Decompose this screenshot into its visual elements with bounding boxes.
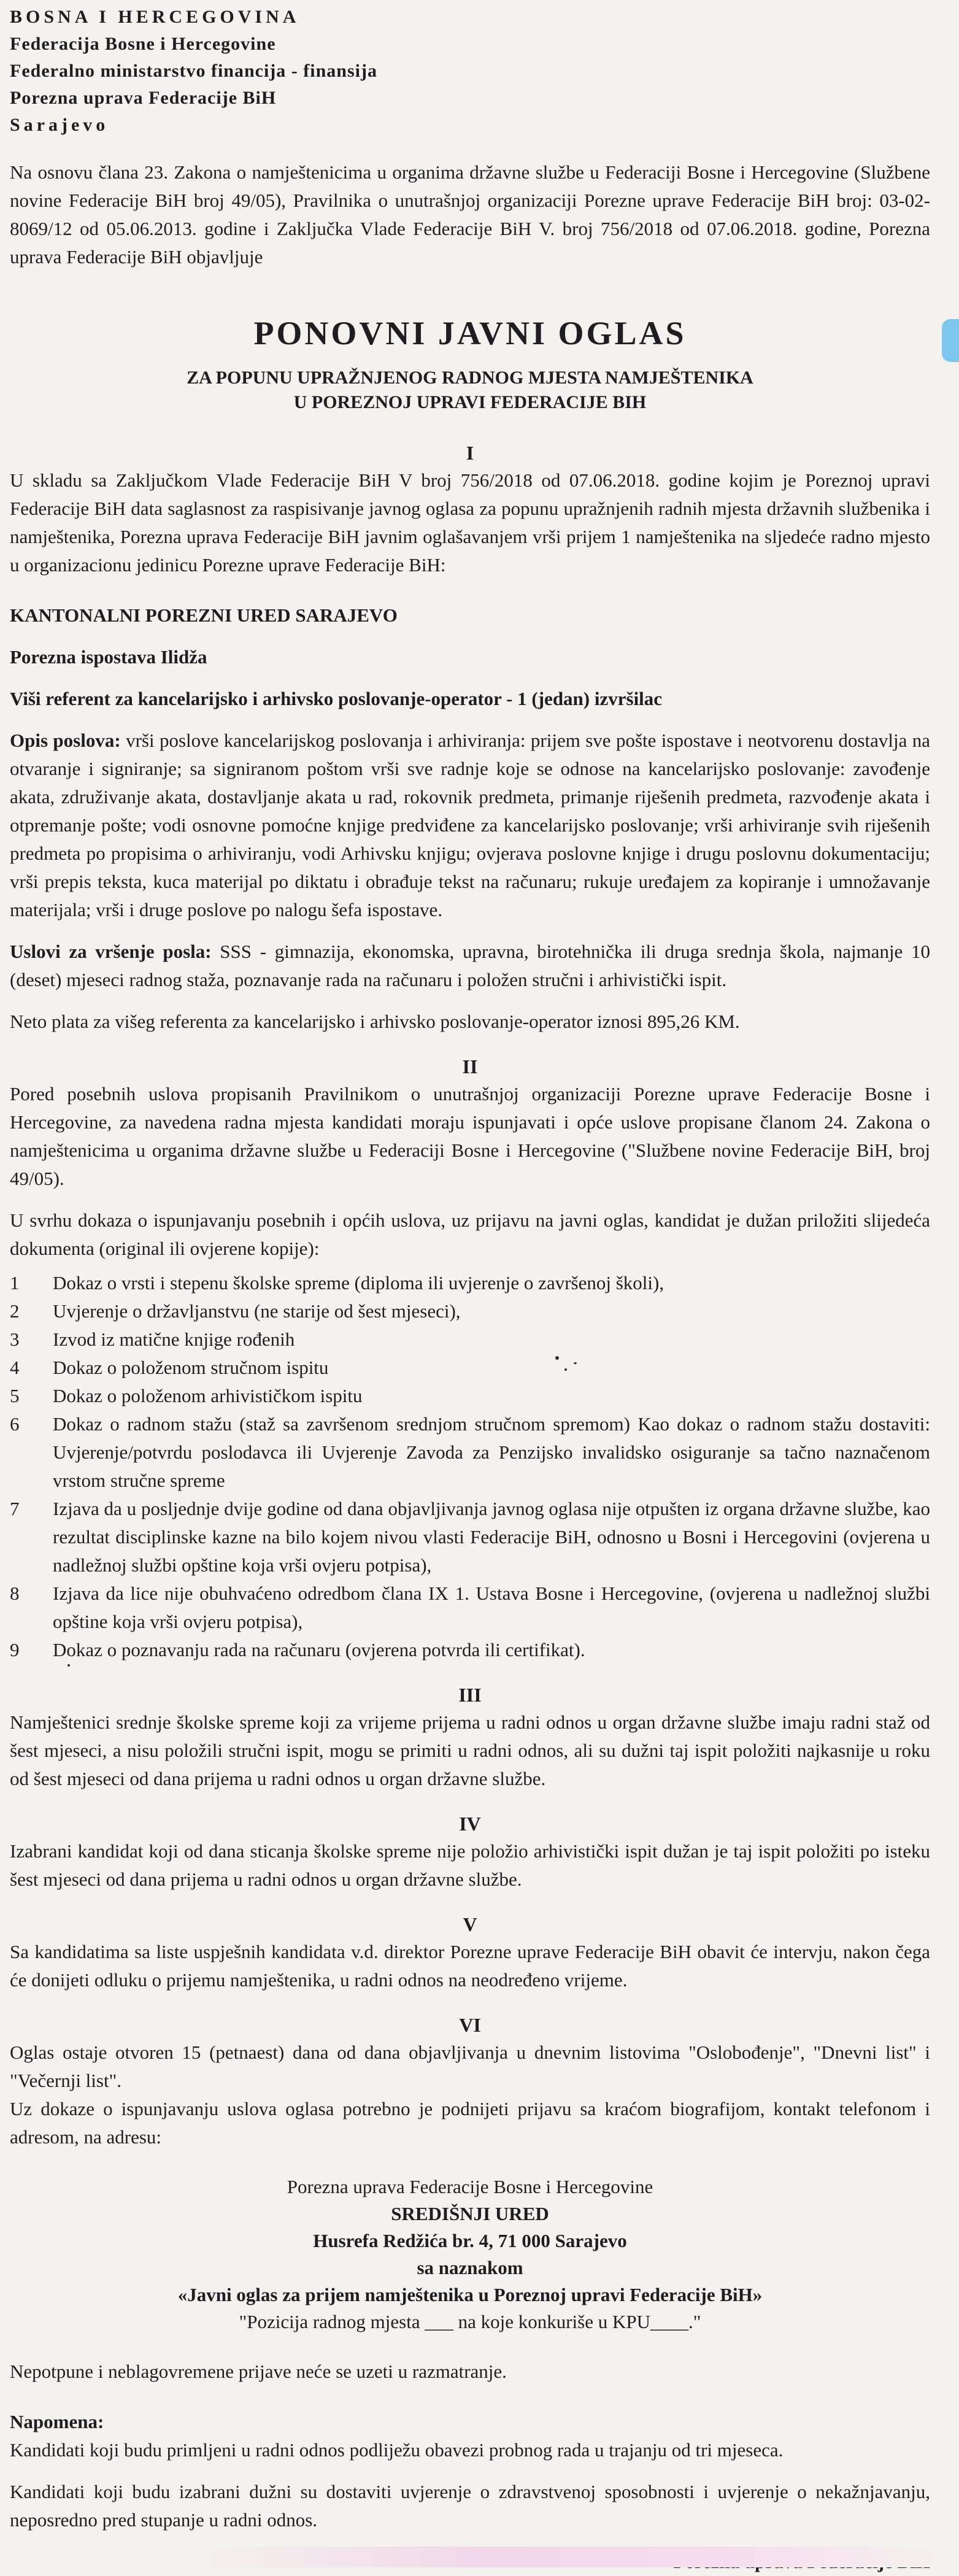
print-speck — [564, 1368, 567, 1371]
section-numeral: I — [466, 442, 474, 464]
salary-text: Neto plata za višeg referenta za kancelarijsko i arhivsko poslovanje-operator iznosi 895,26 KM. — [10, 1011, 740, 1032]
note-1: Kandidati koji budu primljeni u radni odnos podliježu obavezi probnog rada u trajanju od tri mjeseca. — [10, 2439, 784, 2461]
section-1-text: U skladu sa Zaključkom Vlade Federacije BiH V broj 756/2018 od 07.06.2018. godine kojim je Poreznoj upravi Federacije BiH data saglasnost za raspisivanje javnog oglasa za popunu upražnjenih radnih mjesta državnih službenika i namještenika, Porezna uprava Federacije BiH javnim oglašavanjem vrši prijem 1 namještenika na sljedeće radno mjesto u organizacionu jedinicu Porezne uprave Federacije BiH: — [10, 469, 930, 576]
notice-title: PONOVNI JAVNI OGLAS — [253, 315, 687, 352]
section-6-text-1: Oglas ostaje otvoren 15 (petnaest) dana od dana objavljivanja u dnevnim listovima "Oslobođenje", "Dnevni list" i "Večernji list". — [10, 2042, 930, 2091]
header-line: Porezna uprava Federacije BiH — [10, 88, 277, 108]
duties-text: vrši poslove kancelarijskog poslovanja i arhiviranja: prijem sve pošte ispostave i neotvorenu dostavlja na otvaranje i signiranje; sa signiranom poštom vrši sve radnje koje se odnose na kancelarijsko poslovanje: zavođenje akata, združivanje akata, dostavljanje akata u rad, rokovnik predmeta, primanje riješenih predmeta, razvođenje akata i otpremanje pošte; vodi osnovne pomoćne knjige predviđene za kancelarijsko poslovanje; vrši arhiviranje svih riješenih predmeta po propisima o arhiviranju, vodi Arhivsku knjigu; ovjerava poslovne knjige i drugu poslovnu dokumentaciju; vrši prepis teksta, kuca materijal po diktatu i obrađuje tekst na računaru; rukuje uređajem za kopiranje i umnožavanje materijala; vrši i druge poslove po nalogu šefa ispostave. — [10, 730, 930, 920]
address-line: Porezna uprava Federacije Bosne i Hercegovine — [287, 2176, 653, 2197]
print-speck — [555, 1356, 559, 1360]
document-item — [10, 1325, 930, 1354]
incomplete-notice: Nepotpune i neblagovremene prijave neće se uzeti u razmatranje. — [10, 2361, 507, 2382]
section-numeral: VI — [459, 2014, 481, 2036]
header-line: BOSNA I HERCEGOVINA — [10, 7, 300, 27]
office-name: KANTONALNI POREZNI URED SARAJEVO — [10, 604, 398, 626]
address-line: SREDIŠNJI URED — [391, 2203, 549, 2224]
document-number: 8 — [10, 1583, 20, 1604]
submission-address — [10, 2173, 930, 2335]
intro-paragraph: Na osnovu člana 23. Zakona o namještenicima u organima državne službe u Federaciji Bosne i Hercegovine (Službene novine Federacije BiH broj 49/05), Pravilnika o unutrašnjoj organizaciji Porezne uprave Federacije BiH broj: 03-02-8069/12 od 05.06.2013. godine i Zaključka Vlade Federacije BiH V. broj 756/2018 od 07.06.2018. godine, Porezna uprava Federacije BiH objavljuje — [10, 161, 930, 268]
page-edge-tint — [184, 2547, 959, 2567]
subtitle-line-2: U POREZNOJ UPRAVI FEDERACIJE BIH — [293, 392, 647, 412]
print-speck — [67, 1664, 70, 1667]
header-line: Federalno ministarstvo financija - finansija — [10, 61, 377, 81]
notice-subtitle — [10, 366, 930, 415]
position-title: Viši referent za kancelarijsko i arhivsko poslovanje-operator - 1 (jedan) izvršilac — [10, 688, 663, 709]
document-item — [10, 1410, 930, 1495]
document-text: Dokaz o vrsti i stepenu školske spreme (diploma ili uvjerenje o završenoj školi), — [53, 1272, 664, 1294]
document-number: 5 — [10, 1385, 20, 1406]
document-number: 9 — [10, 1639, 20, 1660]
subtitle-line-1: ZA POPUNU UPRAŽNJENOG RADNOG MJESTA NAMJEŠTENIKA — [187, 368, 753, 388]
section-6-text-2: Uz dokaze o ispunjavanju uslova oglasa potrebno je podnijeti prijavu sa kraćom biografijom, kontakt telefonom i adresom, na adresu: — [10, 2098, 930, 2148]
branch-name: Porezna ispostava Ilidža — [10, 646, 207, 668]
print-speck — [574, 1362, 577, 1364]
document-text: Izjava da lice nije obuhvaćeno odredbom člana IX 1. Ustava Bosne i Hercegovine, (ovjerena u nadležnoj službi opštine koja vrši ovjeru potpisa), — [53, 1583, 930, 1632]
note-label: Napomena: — [10, 2411, 104, 2432]
document-text: Uvjerenje o državljanstvu (ne starije od šest mjeseci), — [53, 1300, 461, 1322]
address-line: "Pozicija radnog mjesta ___ na koje konkuriše u KPU____." — [239, 2311, 701, 2332]
section-3-text: Namještenici srednje školske spreme koji za vrijeme prijema u radni odnos u organ državne službe imaju radni staž od šest mjeseci, a nisu položili stručni ispit, mogu se primiti u radni odnos, ali su dužni taj ispit položiti najkasnije u roku od šest mjeseci od dana prijema u radni odnos u organ državne službe. — [10, 1711, 930, 1789]
document-number: 2 — [10, 1300, 20, 1322]
document-item — [10, 1382, 930, 1410]
address-line: Husrefa Redžića br. 4, 71 000 Sarajevo — [313, 2230, 627, 2251]
duties-label: Opis poslova: — [10, 730, 121, 751]
document-text: Dokaz o radnom stažu (staž sa završenom srednjom stručnom spremom) Kao dokaz o radnom stažu dostaviti: Uvjerenje/potvrdu poslodavca ili Uvjerenje Zavoda za Penzijsko invalidsko osiguranje sa tačno naznačenom vrstom stručne spreme — [53, 1413, 930, 1491]
documents-list — [10, 1269, 930, 1664]
section-5-text: Sa kandidatima sa liste uspješnih kandidata v.d. direktor Porezne uprave Federacije BiH obavit će intervju, nakon čega će donijeti odluku o prijemu namještenika, u radni odnos na neodređeno vrijeme. — [10, 1941, 930, 1991]
section-numeral: IV — [459, 1813, 481, 1835]
note-2: Kandidati koji budu izabrani dužni su dostaviti uvjerenje o zdravstvenoj sposobnosti i uvjerenje o nekažnjavanju, neposredno pred stupanje u radni odnos. — [10, 2481, 930, 2531]
address-line: «Javni oglas za prijem namještenika u Poreznoj upravi Federacije BiH» — [177, 2284, 763, 2305]
conditions-text: SSS - gimnazija, ekonomska, upravna, birotehnička ili druga srednja škola, najmanje 10 (deset) mjeseci radnog staža, poznavanje rada na računaru i položen stručni i arhivistički ispit. — [10, 941, 930, 990]
document-item — [10, 1269, 930, 1297]
document-item — [10, 1354, 930, 1382]
conditions-label: Uslovi za vršenje posla: — [10, 941, 212, 962]
margin-mark — [942, 319, 959, 362]
document-text: Izvod iz matične knjige rođenih — [53, 1328, 295, 1350]
section-numeral: V — [463, 1913, 477, 1935]
section-2-text: Pored posebnih uslova propisanih Pravilnikom o unutrašnjoj organizaciji Porezne uprave Federacije Bosne i Hercegovine, za navedena radna mjesta kandidati moraju ispunjavati i opće uslove propisane članom 24. Zakona o namještenicima u organima državne službe u Federaciji Bosne i Hercegovine ("Službene novine Federacije BiH, broj 49/05). — [10, 1083, 930, 1189]
document-text: Izjava da u posljednje dvije godine od dana objavljivanja javnog oglasa nije otpušten iz organa državne službe, kao rezultat disciplinske kazne na bilo kojem nivou vlasti Federacije BiH, odnosno u Bosni i Hercegovini (ovjerena u nadležnoj službi opštine koja vrši ovjeru potpisa), — [53, 1498, 930, 1576]
duties-paragraph — [10, 727, 930, 924]
header-line: Federacija Bosne i Hercegovine — [10, 34, 276, 54]
section-4-text: Izabrani kandidat koji od dana sticanja školske spreme nije položio arhivistički ispit dužan je taj ispit položiti po isteku šest mjeseci od dana prijema u radni odnos u organ državne službe. — [10, 1840, 930, 1890]
section-numeral: III — [458, 1684, 482, 1706]
documents-intro: U svrhu dokaza o ispunjavanju posebnih i općih uslova, uz prijavu na javni oglas, kandidat je dužan priložiti slijedeća dokumenta (original ili ovjerene kopije): — [10, 1209, 930, 1259]
section-numeral: II — [462, 1055, 478, 1078]
header-line: Sarajevo — [10, 115, 109, 135]
document-number: 6 — [10, 1413, 20, 1435]
document-item — [10, 1495, 930, 1579]
document-text: Dokaz o položenom stručnom ispitu — [53, 1357, 329, 1378]
document-number: 3 — [10, 1328, 20, 1350]
document-number: 4 — [10, 1357, 20, 1378]
document-item — [10, 1297, 930, 1325]
document-item — [10, 1636, 930, 1664]
conditions-paragraph — [10, 938, 930, 994]
document-number: 1 — [10, 1272, 20, 1294]
document-text: Dokaz o poznavanju rada na računaru (ovjerena potvrda ili certifikat). — [53, 1639, 585, 1660]
notice-body — [10, 158, 930, 2576]
address-line: sa naznakom — [417, 2257, 523, 2278]
document-item — [10, 1579, 930, 1636]
issuer-header — [10, 4, 439, 139]
document-text: Dokaz o položenom arhivističkom ispitu — [53, 1385, 363, 1406]
document-number: 7 — [10, 1498, 20, 1519]
